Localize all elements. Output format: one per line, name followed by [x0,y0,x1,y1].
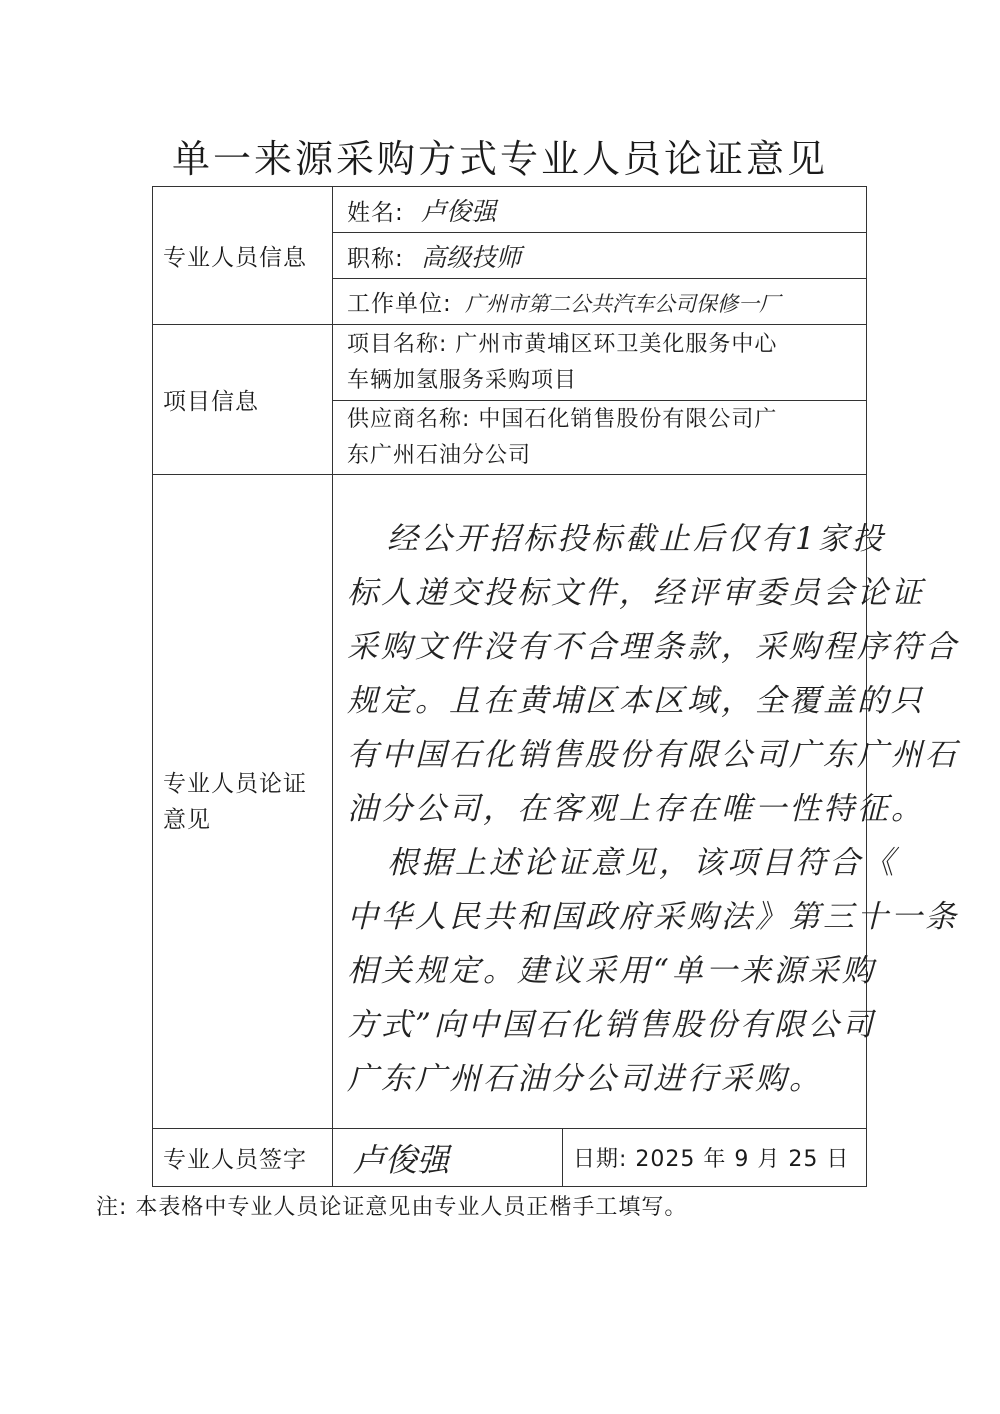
opinion-line: 经公开招标投标截止后仅有1家投 [387,520,886,557]
opinion-label: 专业人员论证意见 [153,475,333,1129]
title-value: 高级技师 [421,242,522,272]
opinion-line: 相关规定。建议采用“单一来源采购 [347,952,876,989]
supplier-cell [333,401,867,475]
employer-row [333,279,867,325]
project-name-line1: 项目名称: 广州市黄埔区环卫美化服务中心 [347,331,778,357]
date-cell [563,1129,867,1187]
supplier-line2: 东广州石油分公司 [347,442,532,468]
project-info-label: 项目信息 [153,325,333,475]
page-title: 单一来源采购方式专业人员论证意见 [171,137,828,181]
handwritten-signature: 卢俊强 [353,1140,450,1179]
opinion-line: 根据上述论证意见，该项目符合《 [387,844,897,881]
name-row [333,187,867,233]
employer-label: 工作单位: [347,291,452,317]
footnote: 注: 本表格中专业人员论证意见由专业人员正楷手工填写。 [96,1195,688,1220]
opinion-line: 油分公司，在客观上存在唯一性特征。 [347,790,925,827]
opinion-line: 规定。且在黄埔区本区域，全覆盖的只 [347,682,925,719]
title-label: 职称: [347,245,404,272]
opinion-line: 标人递交投标文件，经评审委员会论证 [347,574,925,611]
supplier-line1: 供应商名称: 中国石化销售股份有限公司广 [347,406,778,432]
signature-cell [333,1129,563,1187]
opinion-line: 中华人民共和国政府采购法》第三十一条 [347,898,959,935]
opinion-text [333,475,959,1129]
name-value: 卢俊强 [421,196,497,226]
name-label: 姓名: [347,199,404,226]
opinion-line: 广东广州石油分公司进行采购。 [347,1060,823,1097]
project-name-cell [333,325,867,401]
opinion-line: 方式”向中国石化销售股份有限公司 [347,1006,876,1043]
opinion-form-table [152,186,959,1187]
project-name-line2: 车辆加氢服务采购项目 [347,367,578,393]
opinion-line: 采购文件没有不合理条款，采购程序符合 [347,628,959,665]
employer-value: 广州市第二公共汽车公司保修一厂 [465,292,781,316]
title-row [333,233,867,279]
signature-label: 专业人员签字 [153,1129,333,1187]
signature-date: 日期: 2025 年 9 月 25 日 [573,1147,850,1172]
expert-info-label: 专业人员信息 [153,187,333,325]
opinion-line: 有中国石化销售股份有限公司广东广州石 [347,736,959,773]
